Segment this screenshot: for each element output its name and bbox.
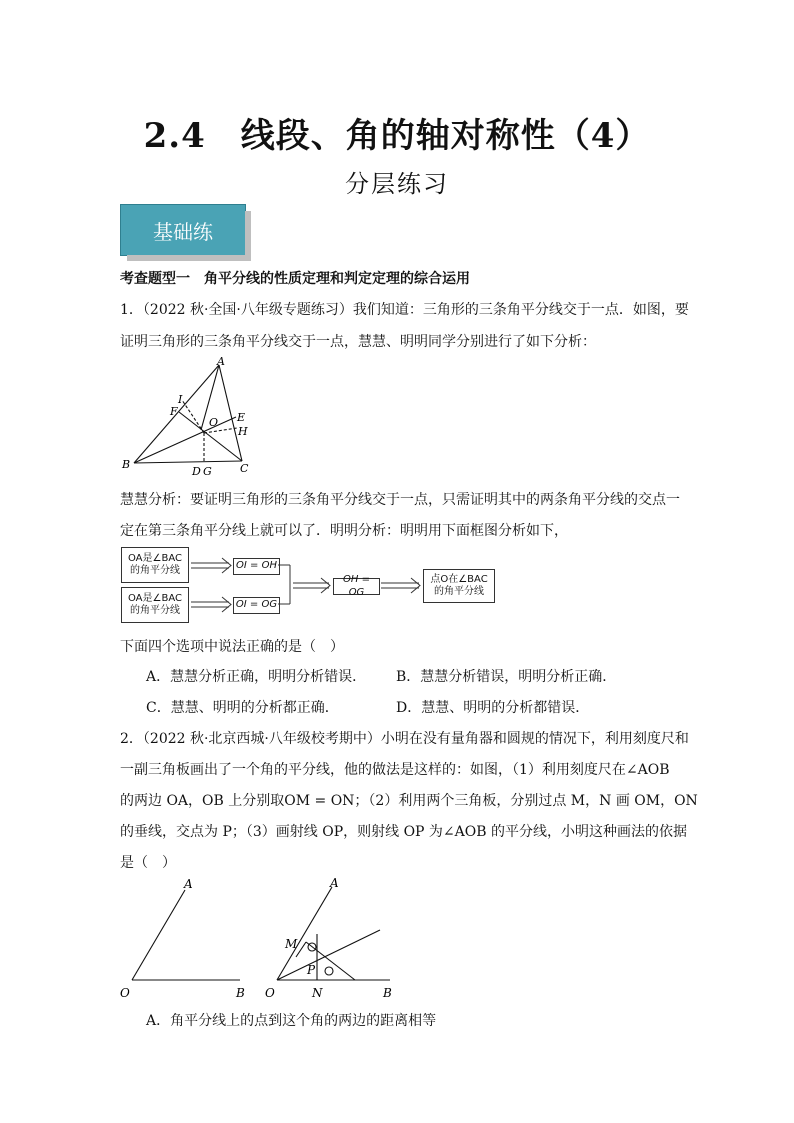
page-subtitle: 分层练习 [345,170,449,198]
q1-line2: 证明三角形的三条角平分线交于一点，慧慧、明明同学分别进行了如下分析： [120,334,596,350]
label-E: E [237,411,246,424]
flow-box2-line1: OA是∠BAC [127,592,182,604]
q1-prompt: 下面四个选项中说法正确的是（ ） [120,639,344,655]
angle-label-O: O [120,986,130,1000]
angle-label-B: B [236,986,245,1000]
flow-box-oi-og: OI = OG [233,597,280,614]
label-A: A [217,355,225,368]
q2-angle-figure [115,872,255,1002]
construct-label-P: P [307,963,316,977]
flow-box-oi-oh: OI = OH [233,558,280,575]
section-heading: 考查题型一 角平分线的性质定理和判定定理的综合运用 [120,271,470,287]
q2-line5: 是（ ） [120,855,176,871]
label-B: B [122,458,131,471]
q1-analysis-line1: 慧慧分析：要证明三角形的三条角平分线交于一点，只需证明其中的两条角平分线的交点一 [120,492,680,508]
q2-line1: 2．（2022 秋·北京西城·八年级校考期中）小明在没有量角器和圆规的情况下，利用刻度尺和 [120,731,689,747]
flow-result-line1: 点O在∠BAC [430,573,488,585]
q1-option-c[interactable]: C．慧慧、明明的分析都正确． [146,700,339,716]
q2-line4: 的垂线，交点为 P；（3）画射线 OP，则射线 OP 为∠AOB 的平分线，小明这种画法的依据 [120,824,687,840]
label-O: O [209,416,219,429]
flow-box1-line1: OA是∠BAC [127,552,182,564]
construct-label-A: A [330,876,339,890]
flow-box1-line2: 的角平分线 [130,565,180,576]
q2-line2: 一副三角板画出了一个角的平分线，他的做法是这样的：如图，（1）利用刻度尺在∠AOB [120,762,670,778]
flow-result-line2: 的角平分线 [434,586,484,597]
construct-label-B: B [383,986,392,1000]
level-badge: 基础练 [120,204,246,256]
q1-option-b[interactable]: B．慧慧分析错误，明明分析正确． [396,669,617,685]
label-F: F [170,405,178,418]
label-I: I [178,393,183,406]
construct-label-N: N [312,986,323,1000]
page-title: 2.4 线段、角的轴对称性（4） [143,116,651,156]
q1-analysis-line2: 定在第三条角平分线上就可以了．明明分析：明明用下面框图分析如下， [120,523,568,539]
construct-label-M: M [285,937,298,951]
label-D: D [192,465,201,478]
q1-line1: 1．（2022 秋·全国·八年级专题练习）我们知道：三角形的三条角平分线交于一点．如图，要 [120,302,689,318]
angle-label-A: A [184,877,193,891]
label-G: G [203,465,212,478]
label-H: H [238,425,248,438]
construct-label-O: O [265,986,275,1000]
q2-option-a[interactable]: A．角平分线上的点到这个角的两边的距离相等 [146,1013,437,1029]
q1-option-d[interactable]: D．慧慧、明明的分析都错误． [396,700,590,716]
q1-option-a[interactable]: A．慧慧分析正确，明明分析错误． [146,669,367,685]
flow-box2-line2: 的角平分线 [130,605,180,616]
label-C: C [240,462,249,475]
q2-construction-figure [260,872,400,1002]
q2-line3: 的两边 OA，OB 上分别取OM = ON；（2）利用两个三角板，分别过点 M，N 画 OM，ON [120,793,698,809]
flow-box-oh-og: OH = OG [333,578,380,595]
